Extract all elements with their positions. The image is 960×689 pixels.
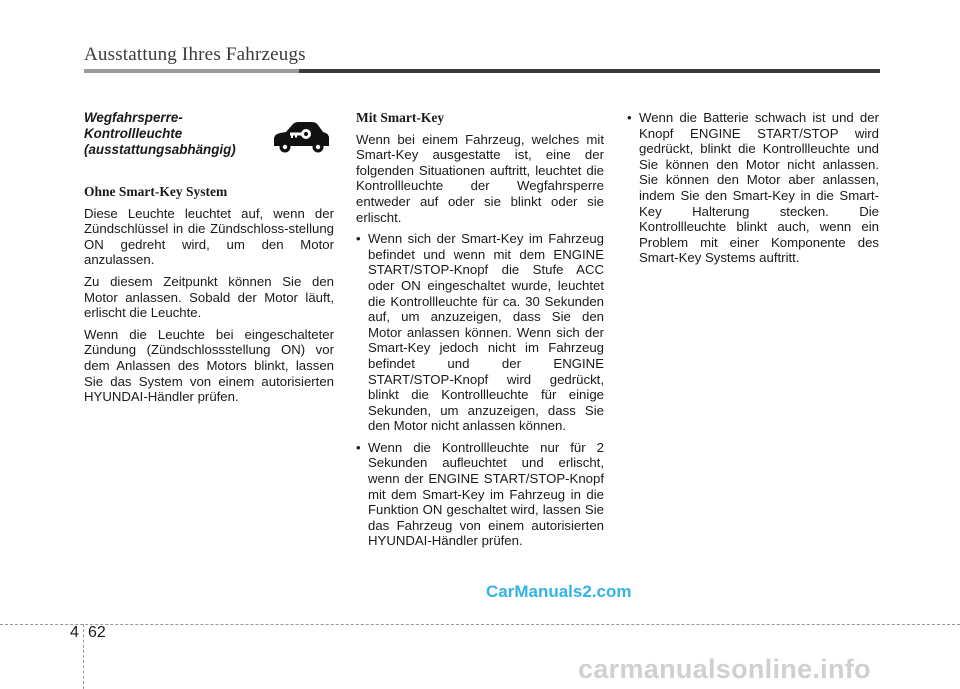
list-item	[356, 231, 604, 434]
bullet-marker: •	[356, 231, 361, 247]
list-item	[627, 110, 879, 266]
chapter-number: 4	[70, 624, 79, 641]
list-item-text: Wenn die Batterie schwach ist und der Knopf ENGINE START/STOP wird gedrückt, blinkt die Kontrollleuchte und Sie können den Motor nicht anlassen. Sie können den Motor aber anlassen, indem Sie den Smart-Key in die Smart-Key Halterung stecken. Die Kontrollleuchte blinkt auch, wenn ein Problem mit einer Komponente des Smart-Key Systems auftritt.	[639, 110, 879, 266]
immobilizer-car-key-icon	[268, 112, 334, 162]
paragraph: Zu diesem Zeitpunkt können Sie den Motor anlassen. Sobald der Motor läuft, erlischt die Leuchte.	[84, 273, 334, 321]
header-rule-accent	[84, 69, 299, 73]
footer-vertical-divider	[83, 624, 84, 689]
subheading-without-smart-key: Ohne Smart-Key System	[84, 184, 228, 199]
list-item-text: Wenn sich der Smart-Key im Fahrzeug befindet und wenn mit dem ENGINE START/STOP-Knopf die Stufe ACC oder ON eingeschaltet wurde, leuchtet die Kontrollleuchte für ca. 30 Sekunden auf, um anzuzeigen, dass Sie den Motor anlassen können. Wenn sich der Smart-Key jedoch nicht im Fahrzeug befindet und der ENGINE START/STOP-Knopf wird gedrückt, blinkt die Kontrollleuchte für einige Sekunden, um anzuzeigen, dass Sie den Motor nicht anlassen können.	[368, 231, 604, 434]
right-column	[627, 110, 879, 272]
footer-divider	[0, 624, 960, 625]
watermark-carmanualsonline[interactable]: carmanualsonline.info	[578, 654, 871, 684]
bullet-list	[627, 110, 879, 266]
list-item-text: Wenn die Kontrollleuchte nur für 2 Sekunden aufleuchtet und erlischt, wenn der ENGINE START/STOP-Knopf mit dem Smart-Key im Fahrzeug in die Funktion ON geschaltet wird, lassen Sie das Fahrzeug von einem autorisierten HYUNDAI-Händler prüfen.	[368, 439, 604, 549]
page-header-title: Ausstattung Ihres Fahrzeugs	[84, 44, 306, 65]
list-item	[356, 440, 604, 549]
watermark-carmanuals2[interactable]: CarManuals2.com	[486, 582, 632, 601]
bullet-marker: •	[627, 110, 632, 125]
bullet-list	[356, 231, 604, 549]
paragraph: Wenn die Leuchte bei eingeschalteter Zündung (Zündschlossstellung ON) vor dem Anlassen des Motors blinkt, lassen Sie das System von einem autorisierten HYUNDAI-Händler prüfen.	[84, 326, 334, 405]
page-number: 62	[88, 624, 106, 641]
section-title: Wegfahrsperre- Kontrollleuchte (ausstattungsabhängig)	[84, 110, 236, 157]
bullet-marker: •	[356, 439, 361, 455]
paragraph: Diese Leuchte leuchtet auf, wenn der Zündschlüssel in die Zündschloss-stellung ON gedreht wird, um den Motor anzulassen.	[84, 205, 334, 268]
paragraph: Wenn bei einem Fahrzeug, welches mit Smart-Key ausgestatte ist, eine der folgenden Situationen auftritt, leuchtet die Kontrollleuchte der Wegfahrsperre entweder auf oder sie blinkt oder sie erlischt.	[356, 131, 604, 225]
middle-column	[356, 110, 604, 555]
subheading-with-smart-key: Mit Smart-Key	[356, 110, 445, 125]
